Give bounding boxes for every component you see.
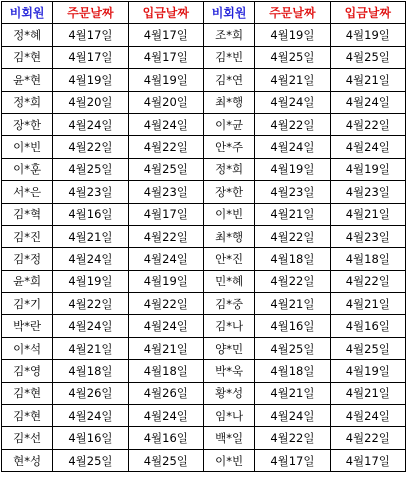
cell-order-date-left: 4월25일 bbox=[53, 449, 128, 471]
table-row bbox=[2, 46, 406, 68]
table-row bbox=[2, 91, 406, 113]
cell-payment-date-right: 4월19일 bbox=[330, 360, 405, 382]
table-row bbox=[2, 360, 406, 382]
table-row bbox=[2, 69, 406, 91]
cell-payment-date-right: 4월25일 bbox=[330, 337, 405, 359]
cell-guest-name-right: 조*희 bbox=[203, 24, 254, 46]
cell-order-date-right: 4월25일 bbox=[255, 337, 330, 359]
cell-order-date-right: 4월24일 bbox=[255, 405, 330, 427]
cell-payment-date-left: 4월24일 bbox=[128, 113, 203, 135]
cell-order-date-left: 4월24일 bbox=[53, 405, 128, 427]
cell-order-date-left: 4월16일 bbox=[53, 427, 128, 449]
cell-order-date-right: 4월24일 bbox=[255, 91, 330, 113]
cell-guest-name-left: 김*현 bbox=[2, 382, 53, 404]
table-row bbox=[2, 225, 406, 247]
cell-payment-date-left: 4월22일 bbox=[128, 136, 203, 158]
cell-guest-name-right: 박*욱 bbox=[203, 360, 254, 382]
cell-order-date-right: 4월17일 bbox=[255, 449, 330, 471]
cell-guest-name-right: 민*혜 bbox=[203, 270, 254, 292]
cell-order-date-right: 4월24일 bbox=[255, 136, 330, 158]
cell-payment-date-left: 4월24일 bbox=[128, 405, 203, 427]
cell-guest-name-left: 김*혁 bbox=[2, 203, 53, 225]
cell-payment-date-right: 4월24일 bbox=[330, 136, 405, 158]
cell-order-date-right: 4월21일 bbox=[255, 203, 330, 225]
cell-guest-name-left: 김*영 bbox=[2, 360, 53, 382]
cell-order-date-left: 4월17일 bbox=[53, 46, 128, 68]
cell-order-date-right: 4월19일 bbox=[255, 158, 330, 180]
cell-order-date-right: 4월19일 bbox=[255, 24, 330, 46]
cell-guest-name-left: 김*선 bbox=[2, 427, 53, 449]
cell-guest-name-left: 박*란 bbox=[2, 315, 53, 337]
cell-order-date-right: 4월22일 bbox=[255, 270, 330, 292]
cell-payment-date-right: 4월22일 bbox=[330, 270, 405, 292]
header-guest-name-left: 비회원 bbox=[2, 2, 53, 24]
cell-order-date-right: 4월18일 bbox=[255, 360, 330, 382]
cell-payment-date-left: 4월17일 bbox=[128, 203, 203, 225]
header-payment-date-left: 입금날짜 bbox=[128, 2, 203, 24]
table-row bbox=[2, 427, 406, 449]
cell-order-date-right: 4월21일 bbox=[255, 382, 330, 404]
table-row bbox=[2, 181, 406, 203]
cell-order-date-left: 4월16일 bbox=[53, 203, 128, 225]
cell-payment-date-left: 4월19일 bbox=[128, 270, 203, 292]
cell-payment-date-left: 4월25일 bbox=[128, 449, 203, 471]
cell-guest-name-left: 이*빈 bbox=[2, 136, 53, 158]
table-row bbox=[2, 293, 406, 315]
table-row bbox=[2, 382, 406, 404]
cell-payment-date-right: 4월23일 bbox=[330, 225, 405, 247]
header-order-date-left: 주문날짜 bbox=[53, 2, 128, 24]
cell-payment-date-left: 4월18일 bbox=[128, 360, 203, 382]
cell-payment-date-left: 4월25일 bbox=[128, 158, 203, 180]
cell-order-date-left: 4월20일 bbox=[53, 91, 128, 113]
cell-payment-date-right: 4월25일 bbox=[330, 46, 405, 68]
cell-payment-date-left: 4월24일 bbox=[128, 315, 203, 337]
table-row bbox=[2, 203, 406, 225]
cell-payment-date-right: 4월21일 bbox=[330, 203, 405, 225]
cell-guest-name-right: 이*균 bbox=[203, 113, 254, 135]
table-row bbox=[2, 136, 406, 158]
cell-order-date-right: 4월16일 bbox=[255, 315, 330, 337]
table-row bbox=[2, 405, 406, 427]
cell-guest-name-left: 정*희 bbox=[2, 91, 53, 113]
cell-payment-date-left: 4월22일 bbox=[128, 225, 203, 247]
table-row bbox=[2, 24, 406, 46]
cell-payment-date-right: 4월21일 bbox=[330, 382, 405, 404]
cell-payment-date-left: 4월21일 bbox=[128, 337, 203, 359]
cell-guest-name-left: 정*혜 bbox=[2, 24, 53, 46]
table-row bbox=[2, 270, 406, 292]
cell-guest-name-right: 이*빈 bbox=[203, 449, 254, 471]
cell-guest-name-left: 윤*희 bbox=[2, 270, 53, 292]
cell-guest-name-left: 이*훈 bbox=[2, 158, 53, 180]
cell-payment-date-right: 4월22일 bbox=[330, 427, 405, 449]
cell-order-date-right: 4월23일 bbox=[255, 181, 330, 203]
cell-order-date-left: 4월24일 bbox=[53, 315, 128, 337]
cell-payment-date-left: 4월17일 bbox=[128, 24, 203, 46]
cell-guest-name-right: 김*나 bbox=[203, 315, 254, 337]
cell-payment-date-right: 4월19일 bbox=[330, 158, 405, 180]
table-row bbox=[2, 337, 406, 359]
cell-payment-date-left: 4월26일 bbox=[128, 382, 203, 404]
cell-order-date-right: 4월22일 bbox=[255, 427, 330, 449]
cell-guest-name-left: 장*한 bbox=[2, 113, 53, 135]
cell-order-date-right: 4월21일 bbox=[255, 69, 330, 91]
cell-payment-date-left: 4월22일 bbox=[128, 293, 203, 315]
cell-payment-date-right: 4월19일 bbox=[330, 24, 405, 46]
cell-order-date-left: 4월24일 bbox=[53, 248, 128, 270]
cell-order-date-right: 4월21일 bbox=[255, 293, 330, 315]
cell-order-date-right: 4월18일 bbox=[255, 248, 330, 270]
cell-payment-date-right: 4월18일 bbox=[330, 248, 405, 270]
cell-payment-date-right: 4월22일 bbox=[330, 113, 405, 135]
cell-payment-date-right: 4월17일 bbox=[330, 449, 405, 471]
cell-order-date-left: 4월21일 bbox=[53, 225, 128, 247]
cell-guest-name-left: 현*성 bbox=[2, 449, 53, 471]
table-row bbox=[2, 449, 406, 471]
cell-order-date-left: 4월21일 bbox=[53, 337, 128, 359]
cell-order-date-left: 4월26일 bbox=[53, 382, 128, 404]
table-body bbox=[2, 24, 406, 472]
header-payment-date-right: 입금날짜 bbox=[330, 2, 405, 24]
table-row bbox=[2, 315, 406, 337]
cell-order-date-left: 4월19일 bbox=[53, 69, 128, 91]
cell-payment-date-left: 4월17일 bbox=[128, 46, 203, 68]
cell-guest-name-right: 최*행 bbox=[203, 225, 254, 247]
cell-payment-date-left: 4월23일 bbox=[128, 181, 203, 203]
cell-guest-name-right: 김*빈 bbox=[203, 46, 254, 68]
cell-order-date-left: 4월17일 bbox=[53, 24, 128, 46]
cell-guest-name-left: 김*진 bbox=[2, 225, 53, 247]
cell-guest-name-right: 황*성 bbox=[203, 382, 254, 404]
cell-payment-date-left: 4월24일 bbox=[128, 248, 203, 270]
cell-guest-name-right: 임*나 bbox=[203, 405, 254, 427]
cell-payment-date-left: 4월19일 bbox=[128, 69, 203, 91]
cell-guest-name-right: 김*중 bbox=[203, 293, 254, 315]
cell-guest-name-left: 윤*현 bbox=[2, 69, 53, 91]
cell-payment-date-right: 4월23일 bbox=[330, 181, 405, 203]
cell-guest-name-right: 백*일 bbox=[203, 427, 254, 449]
cell-order-date-right: 4월22일 bbox=[255, 225, 330, 247]
cell-guest-name-left: 김*현 bbox=[2, 46, 53, 68]
cell-order-date-right: 4월22일 bbox=[255, 113, 330, 135]
cell-guest-name-right: 장*한 bbox=[203, 181, 254, 203]
cell-payment-date-right: 4월24일 bbox=[330, 91, 405, 113]
cell-order-date-left: 4월24일 bbox=[53, 113, 128, 135]
cell-guest-name-right: 안*주 bbox=[203, 136, 254, 158]
cell-guest-name-right: 최*행 bbox=[203, 91, 254, 113]
cell-payment-date-right: 4월21일 bbox=[330, 69, 405, 91]
cell-guest-name-left: 김*정 bbox=[2, 248, 53, 270]
cell-guest-name-left: 김*현 bbox=[2, 405, 53, 427]
payment-confirmation-table bbox=[1, 1, 406, 472]
cell-order-date-right: 4월25일 bbox=[255, 46, 330, 68]
cell-guest-name-left: 김*기 bbox=[2, 293, 53, 315]
cell-payment-date-right: 4월16일 bbox=[330, 315, 405, 337]
header-guest-name-right: 비회원 bbox=[203, 2, 254, 24]
cell-guest-name-left: 이*석 bbox=[2, 337, 53, 359]
cell-order-date-left: 4월18일 bbox=[53, 360, 128, 382]
cell-payment-date-right: 4월24일 bbox=[330, 405, 405, 427]
cell-guest-name-right: 안*진 bbox=[203, 248, 254, 270]
cell-payment-date-left: 4월20일 bbox=[128, 91, 203, 113]
cell-order-date-left: 4월25일 bbox=[53, 158, 128, 180]
header-row bbox=[2, 2, 406, 24]
cell-order-date-left: 4월19일 bbox=[53, 270, 128, 292]
table-row bbox=[2, 158, 406, 180]
cell-payment-date-right: 4월21일 bbox=[330, 293, 405, 315]
cell-order-date-left: 4월22일 bbox=[53, 136, 128, 158]
cell-guest-name-right: 양*민 bbox=[203, 337, 254, 359]
cell-payment-date-left: 4월16일 bbox=[128, 427, 203, 449]
cell-order-date-left: 4월23일 bbox=[53, 181, 128, 203]
cell-guest-name-left: 서*은 bbox=[2, 181, 53, 203]
table-row bbox=[2, 113, 406, 135]
cell-order-date-left: 4월22일 bbox=[53, 293, 128, 315]
cell-guest-name-right: 이*빈 bbox=[203, 203, 254, 225]
header-order-date-right: 주문날짜 bbox=[255, 2, 330, 24]
cell-guest-name-right: 정*희 bbox=[203, 158, 254, 180]
cell-guest-name-right: 김*연 bbox=[203, 69, 254, 91]
table-row bbox=[2, 248, 406, 270]
